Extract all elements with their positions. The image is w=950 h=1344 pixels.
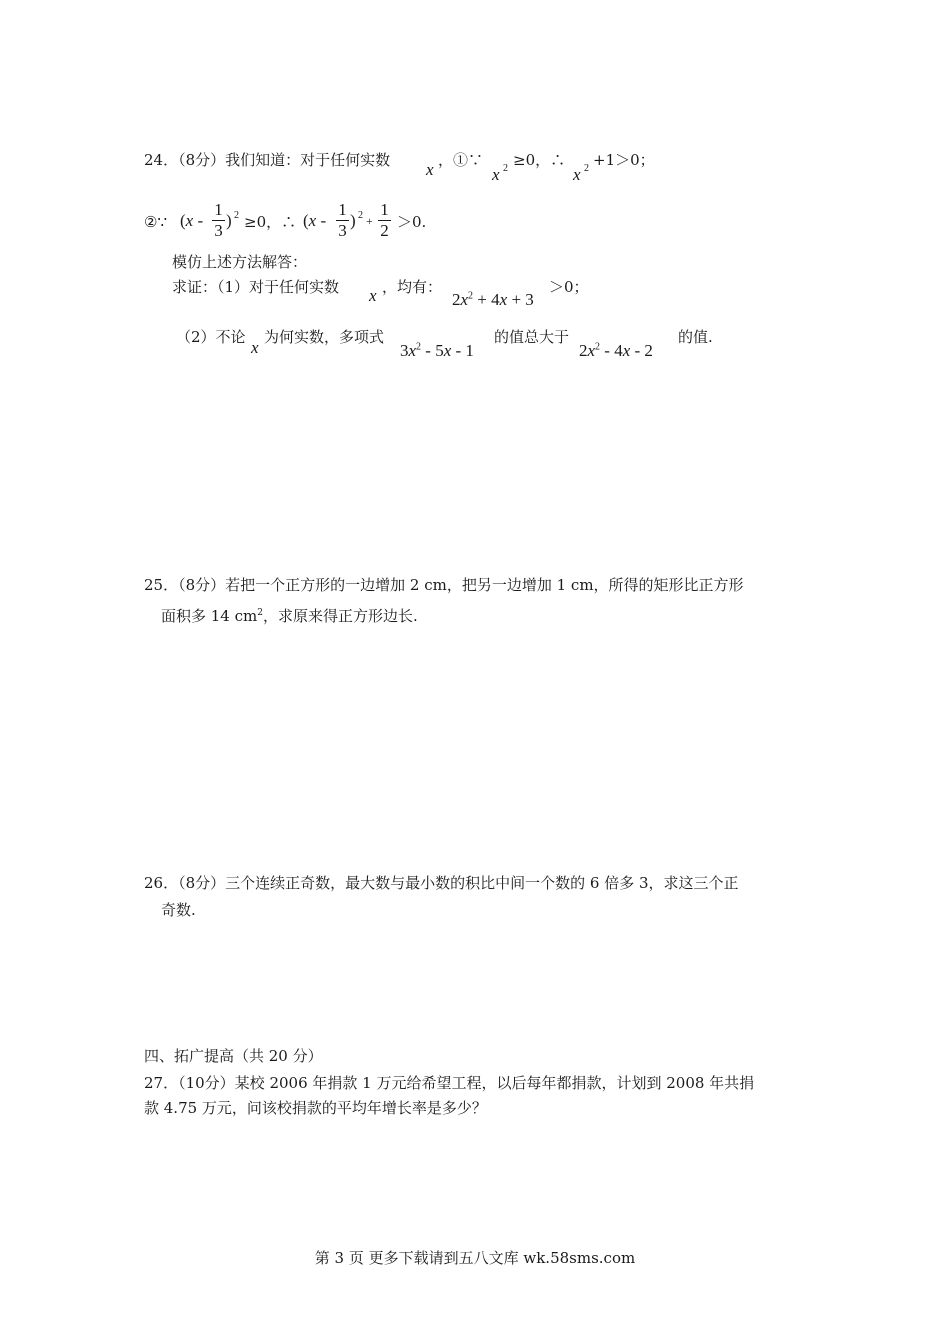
q27-line1: 27．（10分）某校 2006 年捐款 1 万元给希望工程，以后每年都捐款，计划到 2008 年共捐	[144, 1074, 755, 1092]
q24-exponent-4: 2	[358, 210, 363, 221]
q24-plus1: +1＞0；	[593, 151, 655, 169]
q24-part2-d: 的值.	[678, 328, 713, 346]
q24-paren-expr: (x -	[180, 211, 204, 230]
q24-gt0c: ＞0；	[549, 278, 589, 296]
q24-imitate: 模仿上述方法解答：	[172, 253, 308, 271]
q24-ge0: ≥0，∴	[513, 151, 566, 169]
q24-polynomial-2: $3x^2 - 5x - 1$	[400, 341, 474, 360]
q25-line1: 25．（8分）若把一个正方形的一边增加 2 cm，把另一边增加 1 cm，所得的矩形比正方形	[144, 576, 744, 594]
section4-title: 四、拓广提高（共 20 分）	[144, 1047, 323, 1065]
q24-allhave: ，均有：	[382, 278, 443, 296]
q24-paren-close-2: )	[350, 211, 356, 230]
q26-line1: 26．（8分）三个连续正奇数，最大数与最小数的积比中间一个数的 6 倍多 3，求这三个正	[144, 874, 739, 892]
q24-exponent-3: 2	[234, 210, 239, 221]
page-footer: 第 3 页 更多下载请到五八文库 wk.58sms.com	[314, 1249, 636, 1267]
q24-ge0b: ≥0，∴	[244, 213, 297, 231]
q24-part2-b: 为何实数，多项式	[264, 328, 385, 346]
q24-fraction-one-third: 1 3	[212, 200, 225, 241]
q24-part2-c: 的值总大于	[494, 328, 570, 346]
q24-x-squared-base-2: x	[573, 165, 581, 184]
q24-circle2: ②∵	[144, 213, 167, 231]
q24-paren-expr-2: (x -	[303, 211, 327, 230]
q24-fraction-one-third-2: 1 3	[336, 200, 349, 241]
q24-gt0: ＞0.	[397, 213, 427, 231]
q24-var-x-2: x	[369, 286, 377, 305]
q24-prove-part1: 求证：（1）对于任何实数	[172, 278, 340, 296]
q24-exponent-2: 2	[584, 163, 589, 174]
q24-exponent: 2	[503, 163, 508, 174]
q24-var-x-3: x	[251, 338, 259, 357]
q24-paren-close: )	[226, 211, 232, 230]
q24-var-x: x	[426, 160, 434, 179]
q24-circle1: ，①∵	[438, 151, 484, 169]
q25-line2: 面积多 14 $cm^2$，求原来得正方形边长.	[161, 607, 418, 625]
q24-fraction-one-half: 1 2	[378, 200, 391, 241]
q24-heading: 24．（8分）我们知道：对于任何实数	[144, 151, 391, 169]
q24-plus: +	[366, 214, 373, 228]
q24-x-squared-base: x	[492, 165, 500, 184]
q24-part2-a: （2）不论	[176, 328, 246, 346]
q24-polynomial-3: $2x^2 - 4x - 2$	[579, 341, 653, 360]
q24-polynomial-1: $2x^2 + 4x + 3$	[452, 290, 534, 309]
q26-line2: 奇数.	[161, 901, 196, 919]
q27-line2: 款 4.75 万元，问该校捐款的平均年增长率是多少？	[144, 1099, 487, 1117]
